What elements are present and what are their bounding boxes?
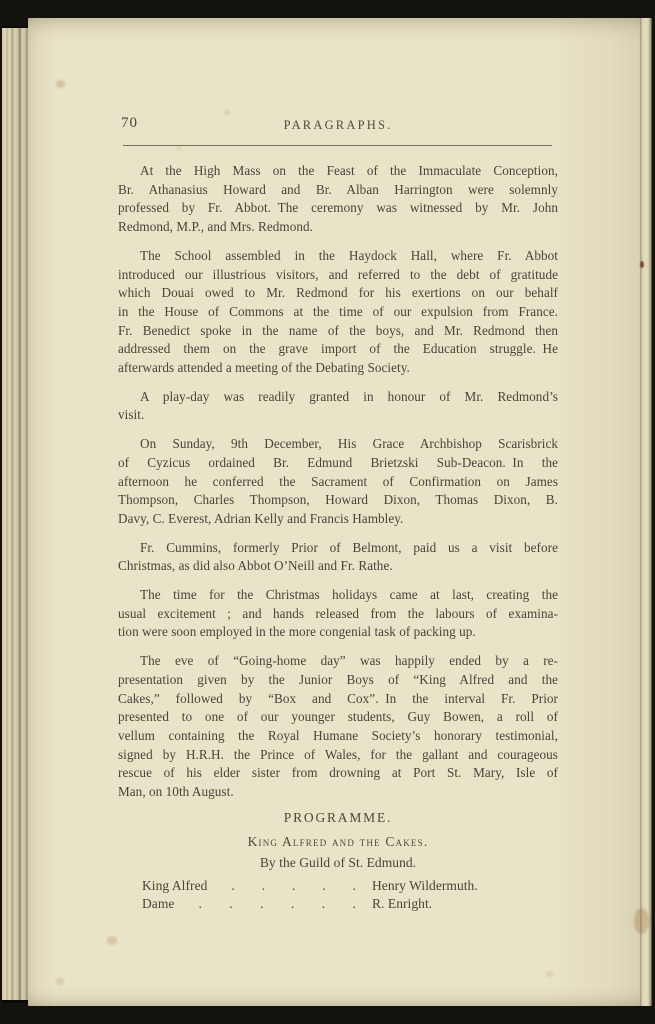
cast-row (142, 895, 556, 913)
cast-actor: R. Enright. (372, 895, 433, 911)
text-line: presentation given by the Junior Boys of “King Alfred and the (118, 671, 558, 687)
leader-dot: . (290, 895, 295, 911)
page-content (118, 114, 558, 913)
text-line: afternoon he conferred the Sacrament of Confirmation on James (118, 473, 558, 489)
text-line: Redmond, M.P., and Mrs. Redmond. (118, 219, 314, 235)
programme-heading: PROGRAMME. (283, 809, 393, 825)
leader-dot: . (291, 877, 296, 893)
text-line: The time for the Christmas holidays came at last, creating the (140, 587, 558, 603)
text-line: addressed them on the grave import of the Education struggle. He (118, 341, 558, 357)
header-rule (123, 145, 552, 146)
leader-dot: . (229, 895, 233, 911)
text-line: vellum containing the Royal Humane Society’s honorary testimonial, (118, 727, 558, 743)
text-line: Cakes,” followed by “Box and Cox”. In the interval Fr. Prior (118, 690, 558, 706)
running-header: PARAGRAPHS. (283, 118, 393, 132)
text-line: Christmas, as did also Abbot O’Neill and Fr. Rathe. (118, 558, 393, 574)
page-number: 70 (121, 115, 138, 131)
programme-play-title: King Alfred and the Cakes. (247, 833, 429, 849)
text-line: afterwards attended a meeting of the Debating Society. (118, 360, 410, 376)
cast-list (142, 877, 556, 913)
paragraph (118, 388, 558, 425)
text-line: rescue of his elder sister from drowning at Port St. Mary, Isle of (118, 765, 558, 781)
text-line: which Douai owed to Mr. Redmond for his exertions on our behalf (118, 285, 558, 301)
text-line: visit. (118, 407, 145, 423)
text-line: Br. Athanasius Howard and Br. Alban Harrington were solemnly (118, 181, 558, 197)
paragraph (118, 162, 558, 237)
leader-dot: . (322, 877, 326, 893)
leader-dot: . (198, 895, 202, 911)
foxing-spot (56, 80, 65, 88)
text-line: signed by H.R.H. the Prince of Wales, for the gallant and courageous (118, 746, 558, 762)
cast-role: Dame (142, 895, 175, 911)
text-line: The eve of “Going-home day” was happily ended by a re- (140, 653, 558, 669)
leader-dots (194, 895, 372, 913)
leader-dot: . (231, 877, 235, 893)
leader-dot: . (352, 895, 356, 911)
paragraph (118, 539, 558, 576)
paragraphs (118, 162, 558, 802)
paragraph (118, 435, 558, 529)
book-page (28, 18, 652, 1006)
text-line: of Cyzicus ordained Br. Edmund Brietzski Sub-Deacon. In the (118, 454, 558, 470)
page-header (118, 114, 558, 145)
text-line: Man, on 10th August. (118, 784, 234, 800)
paragraph (118, 652, 558, 802)
paragraph (118, 586, 558, 642)
text-line: professed by Fr. Abbot. The ceremony was witnessed by Mr. John (118, 200, 558, 216)
text-line: in the House of Commons at the time of our expulsion from France. (118, 303, 558, 319)
cast-role: King Alfred (142, 877, 208, 893)
text-line: At the High Mass on the Feast of the Immaculate Conception, (140, 163, 558, 178)
leader-dot: . (352, 877, 356, 893)
gutter-edge (640, 18, 652, 1006)
text-line: A play-day was readily granted in honour of Mr. Redmond’s (140, 388, 558, 404)
text-line: Davy, C. Everest, Adrian Kelly and Francis Hambley. (118, 510, 404, 526)
cast-row (142, 877, 556, 895)
text-line: introduced our illustrious visitors, and referred to the debt of gratitude (118, 266, 558, 282)
foxing-spot (546, 971, 553, 977)
programme-byline: By the Guild of St. Edmund. (259, 855, 417, 871)
text-line: The School assembled in the Haydock Hall, where Fr. Abbot (140, 247, 558, 263)
text-line: Thompson, Charles Thompson, Howard Dixon, Thomas Dixon, B. (118, 492, 558, 508)
paragraph (118, 247, 558, 378)
text-line: Fr. Benedict spoke in the name of the boys, and Mr. Redmond then (118, 322, 558, 338)
text-line: presented to one of our younger students, Guy Bowen, a roll of (118, 709, 558, 725)
leader-dot: . (260, 895, 264, 911)
foxing-spot (107, 936, 117, 945)
text-line: Fr. Cummins, formerly Prior of Belmont, paid us a visit before (140, 539, 558, 555)
page-edges (2, 28, 30, 1000)
text-line: usual excitement ; and hands released from the labours of examina- (118, 605, 558, 621)
leader-dots (227, 877, 372, 895)
leader-dot: . (261, 877, 266, 893)
programme-section (118, 809, 558, 913)
cast-actor: Henry Wildermuth. (372, 877, 478, 893)
text-line: tion were soon employed in the more congenial task of packing up. (118, 624, 476, 640)
foxing-spot (56, 978, 64, 985)
leader-dot: . (321, 895, 326, 911)
text-line: On Sunday, 9th December, His Grace Archbishop Scarisbrick (140, 436, 558, 452)
